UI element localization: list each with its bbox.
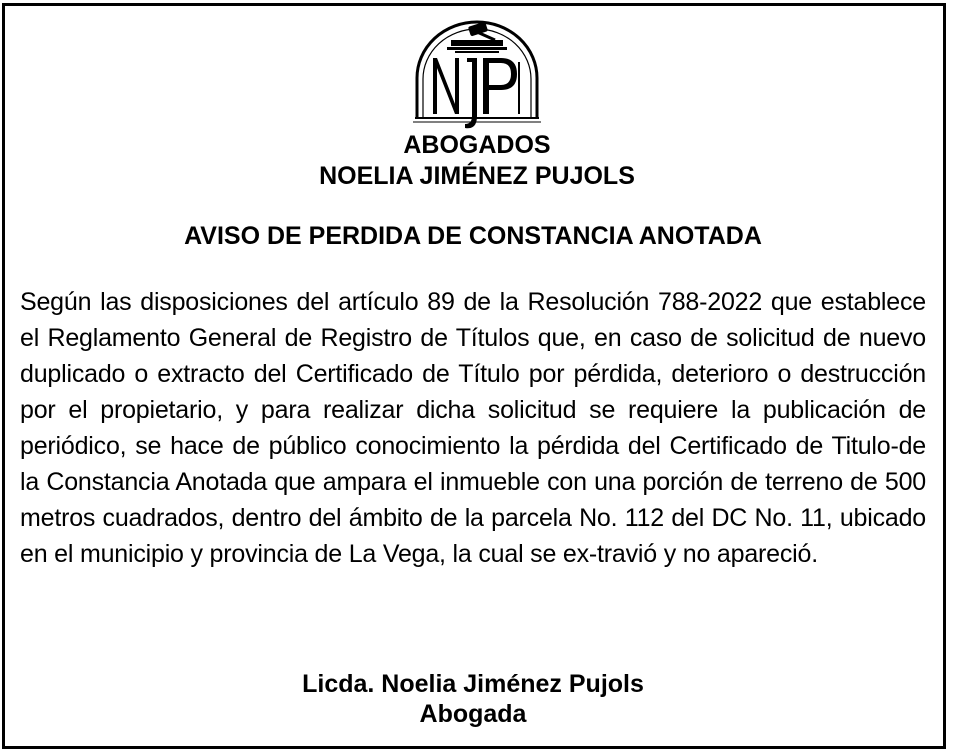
signature-name: Licda. Noelia Jiménez Pujols [302,670,644,698]
firm-name: NOELIA JIMÉNEZ PUJOLS [319,162,635,190]
notice-title: AVISO DE PERDIDA DE CONSTANCIA ANOTADA [184,222,762,250]
njp-law-firm-logo-icon [411,18,543,134]
signature-title: Abogada [419,700,527,728]
firm-type: ABOGADOS [403,131,551,159]
notice-body: Según las disposiciones del artículo 89 de la Resolución 788-2022 que establece el Reglamento General de Registro de Títulos que, en caso de solicitud de nuevo duplicado o extracto del Certificado de Título por pérdida, deterioro o destrucción por el propietario, y para realizar dicha solicitud se requiere la publicación de periódico, se hace de público conocimiento la pérdida del Certificado de Titulo-de la Constancia Anotada que ampara el inmueble con una porción de terreno de 500 metros cuadrados, dentro del ámbito de la parcela No. 112 del DC No. 11, ubicado en el municipio y provincia de La Vega, la cual se ex-travió y no apareció. [20,288,926,568]
